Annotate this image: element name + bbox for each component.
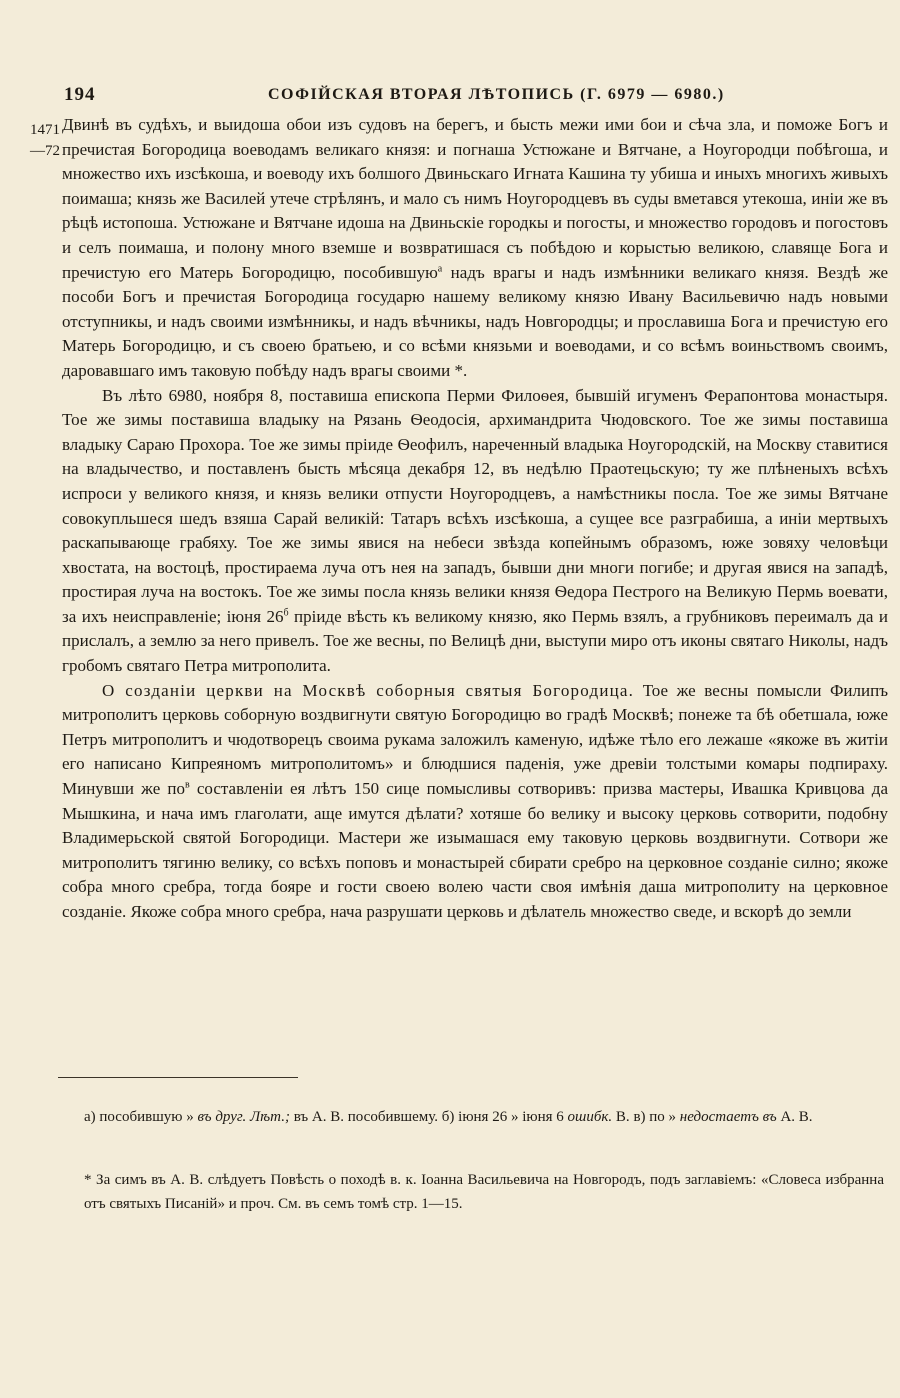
paragraph-text: надъ врагы и надъ измѣнники великаго князя. Вездѣ же пособи Богъ и пречистая Богородица государю нашему великому князю Ивану Васильевичю надъ новыми отступникы, и надъ своими измѣнникы, и надъ вѣчникы, надъ Новгородцы; и прославиша Бога и пречистую его Матерь Богородицю, и съ своею братьею, и со всѣми князьми и воеводами, и со всѣмъ воиньствомъ своимъ, даровавшаго имъ таковую побѣду надъ врагы своими *. [62,262,889,380]
footnote-divider [58,1077,298,1078]
margin-year-end: —72 [30,143,60,159]
paragraph-text: Тое же весны помысли Филипъ митрополитъ церковь соборную воздвигнути святую Богородицю во градѣ Москвѣ; понеже та бѣ обетшала, юже Петръ митрополитъ и чюдотворецъ своима рукама заложилъ каменую, идѣже тѣло его лежаше «якоже въ житiи его написано Кипреяномъ митрополитомъ» и блюдшися паденiя, уже древiи толстыми комары подпираху. Минувши же по [62,680,889,799]
footnote-text: въ А. В. пособившему. [293,1109,439,1125]
footnote-word: пособившую [99,1109,183,1125]
footnote-asterisk-text: * За симъ въ А. В. слѣдуетъ Повѣсть о походѣ в. к. Іоанна Васильевича на Новгородъ, подъ заглавiемъ: «Словеса избранна отъ святыхъ Писанiй» и проч. См. въ семъ томѣ стр. 1—15. [84,1172,884,1212]
paragraph-text: составленiи ея лѣтъ 150 сице помысливы сотворивъ: призва мастеры, Ивашка Кривцова да Мышкина, и нача имъ глаголати, аще имутся дѣлати? хотяше бо велику и высоку церковь сотворити, подобну Владимерьской святой Богородици. Мастери же изымашася ему таковую церковь воздвигнути. Сотвори же митрополитъ тягиню велику, со всѣхъ поповъ и монастырей сбирати сребро на церковное созданiе силно; якоже собра много сребра, тогда бояре и гости своею волею части своя имѣнiя даша митрополиту на церковное созданiе. Якоже собра много сребра, нача разрушати церковь и дѣлатель множество сведе, и вскорѣ до земли [62,779,888,921]
footnote-text: А. В. [780,1109,813,1125]
footnote-label: а) [84,1109,96,1125]
footnote-label: в) [633,1109,646,1125]
paragraph [62,113,888,384]
footnote-mark-a: а [437,262,443,274]
footnote-word: iюня 26 [458,1109,508,1125]
margin-year [30,120,60,162]
footnote-source: ошибк. [567,1109,613,1125]
footnote-text: iюня 6 [522,1109,564,1125]
footnote: а) пособившую » въ друг. Лѣт.; въ А. В. пособившему. б) iюня 26 » iюня 6 ошибк. В. в) по » недостаетъ въ А. В. [84,1109,813,1125]
footnote-word: по [649,1109,665,1125]
footnote-mark-b: б [283,607,289,619]
paragraph-text: Въ лѣто 6980, ноября 8, поставиша епископа Перми Филоѳея, бывшiй игуменъ Ферапонтова монастыря. Тое же зимы поставиша владыку на Рязань Ѳеодосiя, архимандрита Чюдовского. Тое же зимы поставиша владыку Сараю Прохора. Тое же зимы прiиде Ѳеофилъ, нареченный владыка Ноугородскiй, на Москву ставитися на владычество, и поставленъ бысть мѣсяца декабря 12, въ недѣлю Праотецьскую; ту же плѣненыхъ всѣхъ испроси у великого князя, и князь велики отпусти Ноугородцевъ, а намѣстникы посла. Тое же зимы Вятчане совокупльшеся шедъ взяша Сарай великiй: Татаръ всѣхъ изсѣкоша, а сущее все разграбиша, а инiи мертвыхъ раскапывающе грабяху. Тое же зимы явися на небеси звѣзда копейнымъ образомъ, юже зовяху человѣци хвостата, на востоцѣ, простираема луча отъ нея на западъ, бывши дни многи погибе; и другая явися на западѣ, простирая луча на востокъ. Тое же зимы посла князь велики князя Ѳедора Пестрого на Великую Пермь воевати, за ихъ неисправленiе; iюня 26 [62,385,888,626]
footnote-source: недостаетъ въ [679,1109,777,1125]
paragraph [62,384,888,679]
section-heading: О созданiи церкви на Москвѣ соборныя святыя Богородица. [102,680,635,700]
footnote-source: въ друг. Лѣт.; [197,1109,290,1125]
footnote-mark-v: в [185,779,190,791]
paragraph [62,679,888,925]
paragraph-text: Двинѣ въ судѣхъ, и выидоша обои изъ судовъ на берегъ, и бысть межи ими бои и сѣча зла, и поможе Богъ и пречистая Богородица воеводамъ великаго князя: и погнаша Устюжане и Вятчане, а Ноугородци побѣгоша, и множество ихъ изсѣкоша, и воеводу ихъ болшого Двиньскаго Игната Кашина ту убиша и иныхъ многихъ живыхъ поимаша; князь же Василей утече стрѣлянъ, и мало съ нимъ Ноугородцевъ въ суды вметався утекоша, инiи же въ рѣцѣ истопоша. Устюжане и Вятчане идоша на Двиньскiе городкы и погосты, и множество городовъ и погостовъ и селъ поимаша, и полону много вземше и возвратишася съ побѣдою и корыстью великою, славяще Бога и пречистую его Матерь Богородицю, пособившую [62,115,888,282]
footnote-label: б) [441,1109,455,1125]
chronicle-text [62,113,888,925]
margin-year-start: 1471 [30,122,60,138]
footnote-text: В. [615,1109,630,1125]
footnotes [84,1105,884,1129]
page-number: 194 [64,84,96,105]
page-title: СОФІЙСКАЯ ВТОРАЯ ЛѢТОПИСЬ (Г. 6979 — 6980.) [268,86,725,103]
running-head [58,84,888,110]
paragraph-text: прiиде вѣсть къ великому князю, яко Пермь взялъ, а грубниковъ переималъ да и прислалъ, а землю за него привелъ. Тое же весны, по Велицѣ дни, выступи миро отъ иконы святаго Николы, надъ гробомъ святаго Петра митрополита. [62,606,888,676]
footnote-asterisk [84,1168,884,1216]
